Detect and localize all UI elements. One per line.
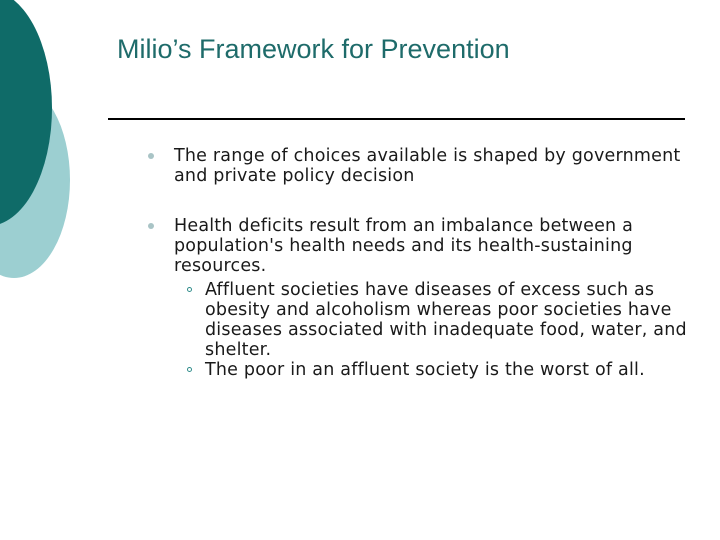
sub-bullet-text: Affluent societies have diseases of excess such as obesity and alcoholism whereas poor societies have diseases associated with inadequate food, water, and shelter. — [205, 280, 687, 360]
bullet-dot-icon — [148, 223, 154, 229]
title-divider — [108, 118, 685, 120]
slide-body — [148, 146, 693, 380]
bullet-text: The range of choices available is shaped by government and private policy decision — [174, 146, 681, 186]
sub-bullet-text: The poor in an affluent society is the worst of all. — [205, 360, 645, 380]
decorative-circles — [0, 0, 120, 300]
sub-bullet-item — [174, 360, 693, 380]
hollow-circle-bullet-icon — [187, 367, 192, 372]
bullet-dot-icon — [148, 153, 154, 159]
slide-title: Milio’s Framework for Prevention — [117, 34, 510, 64]
bullet-item — [148, 216, 693, 380]
sub-bullet-item — [174, 280, 693, 360]
sub-bullet-list — [174, 280, 693, 380]
bullet-item — [148, 146, 693, 186]
hollow-circle-bullet-icon — [187, 287, 192, 292]
bullet-text: Health deficits result from an imbalance between a population's health needs and its health-sustaining resources. — [174, 216, 634, 276]
